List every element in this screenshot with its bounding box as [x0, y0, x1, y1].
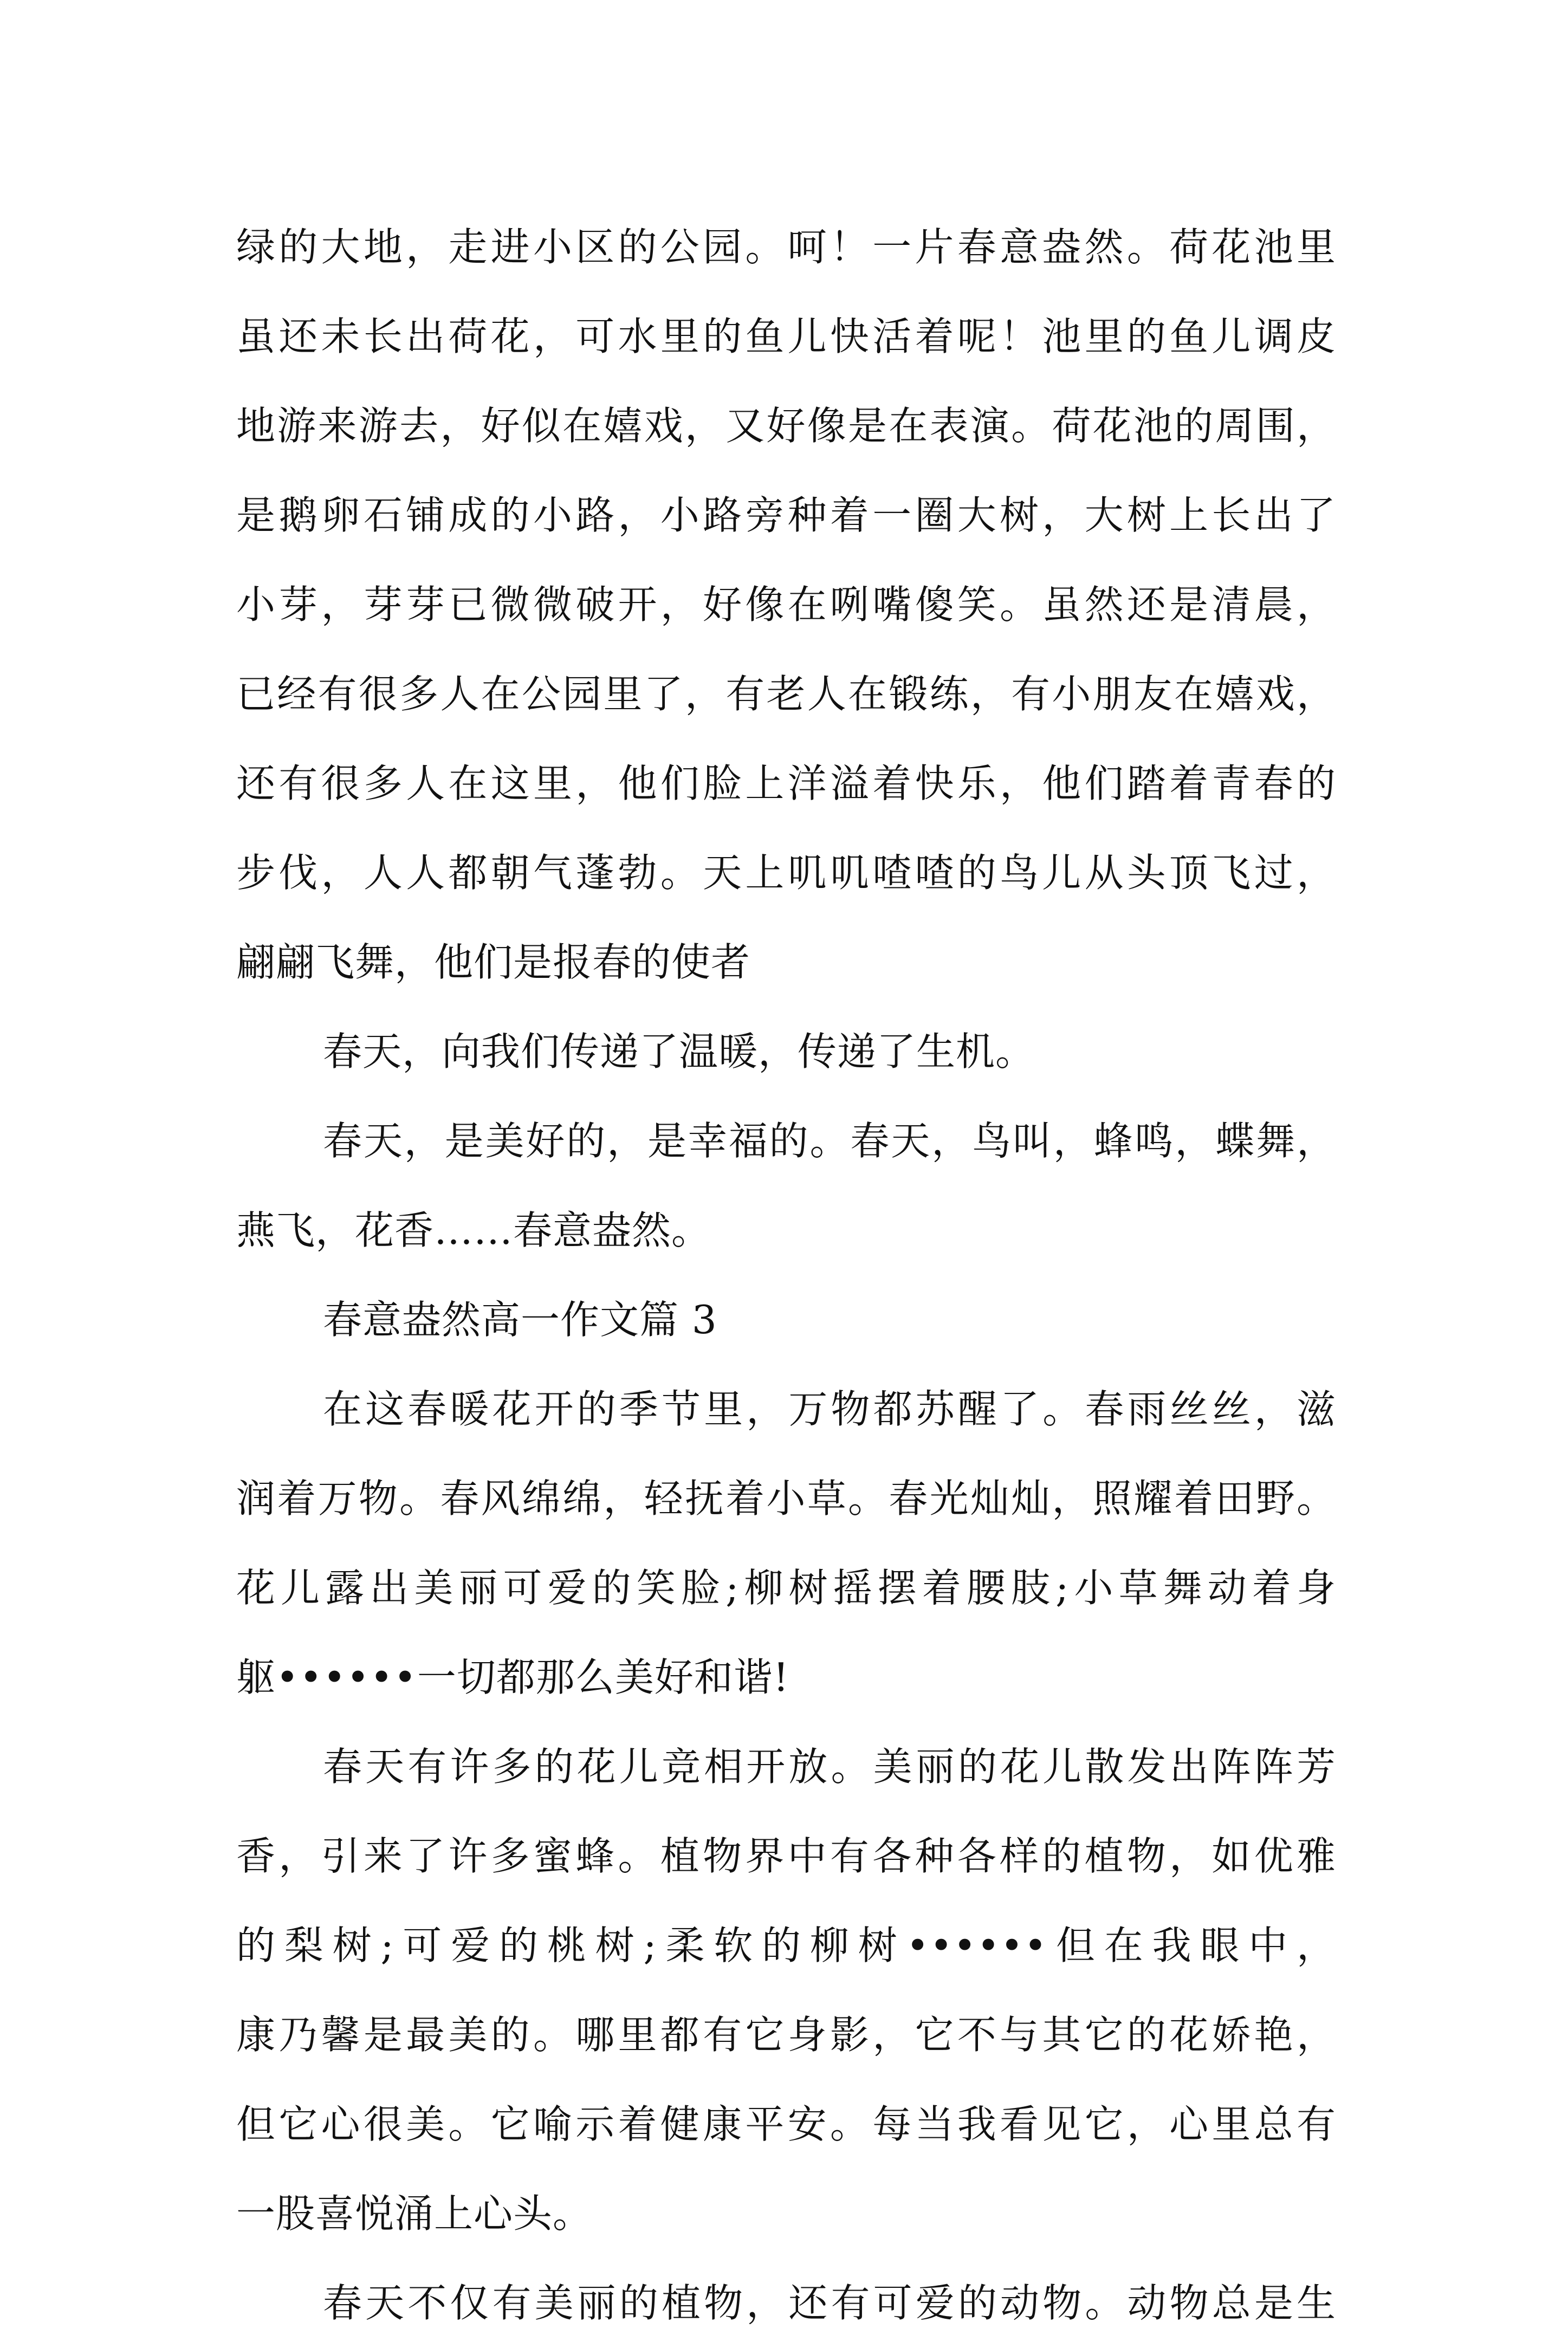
text-line: 春天不仅有美丽的植物，还有可爱的动物。动物总是生 [323, 2280, 1336, 2326]
text-line: 春天，是美好的，是幸福的。春天，鸟叫，蜂鸣，蝶舞， [323, 1118, 1336, 1164]
text-line: 小芽，芽芽已微微破开，好像在咧嘴傻笑。虽然还是清晨， [236, 582, 1336, 627]
article-body [236, 203, 1336, 2348]
text-line: 燕飞，花香……春意盎然。 [236, 1208, 711, 1253]
text-line: 一股喜悦涌上心头。 [236, 2191, 593, 2236]
text-line: 花儿露出美丽可爱的笑脸;柳树摇摆着腰肢;小草舞动着身 [236, 1565, 1336, 1611]
text-line: 还有很多人在这里，他们脸上洋溢着快乐，他们踏着青春的 [236, 761, 1336, 806]
text-line: 春天，向我们传递了温暖，传递了生机。 [323, 1029, 1035, 1074]
text-line: 已经有很多人在公园里了，有老人在锻练，有小朋友在嬉戏， [236, 671, 1336, 717]
text-line: 绿的大地，走进小区的公园。呵！一片春意盎然。荷花池里 [236, 224, 1336, 270]
text-line: 春意盎然高一作文篇 3 [323, 1297, 717, 1342]
text-line: 康乃馨是最美的。哪里都有它身影，它不与其它的花娇艳， [236, 2012, 1336, 2058]
text-line: 润着万物。春风绵绵，轻抚着小草。春光灿灿，照耀着田野。 [236, 1476, 1336, 1521]
text-line: 躯••••••一切都那么美好和谐! [236, 1655, 789, 1700]
text-line: 春天有许多的花儿竞相开放。美丽的花儿散发出阵阵芳 [323, 1744, 1336, 1789]
text-line: 的梨树;可爱的桃树;柔软的柳树••••••但在我眼中， [236, 1923, 1336, 1968]
text-line: 步伐，人人都朝气蓬勃。天上叽叽喳喳的鸟儿从头顶飞过， [236, 850, 1336, 896]
text-line: 翩翩飞舞，他们是报春的使者 [236, 939, 751, 985]
text-line: 香，引来了许多蜜蜂。植物界中有各种各样的植物，如优雅 [236, 1833, 1336, 1879]
text-line: 但它心很美。它喻示着健康平安。每当我看见它，心里总有 [236, 2101, 1336, 2147]
text-line: 地游来游去，好似在嬉戏，又好像是在表演。荷花池的周围， [236, 403, 1336, 449]
text-line: 虽还未长出荷花，可水里的鱼儿快活着呢！池里的鱼儿调皮 [236, 314, 1336, 359]
text-line: 是鹅卵石铺成的小路，小路旁种着一圈大树，大树上长出了 [236, 492, 1336, 538]
text-line: 在这春暖花开的季节里，万物都苏醒了。春雨丝丝，滋 [323, 1386, 1336, 1432]
